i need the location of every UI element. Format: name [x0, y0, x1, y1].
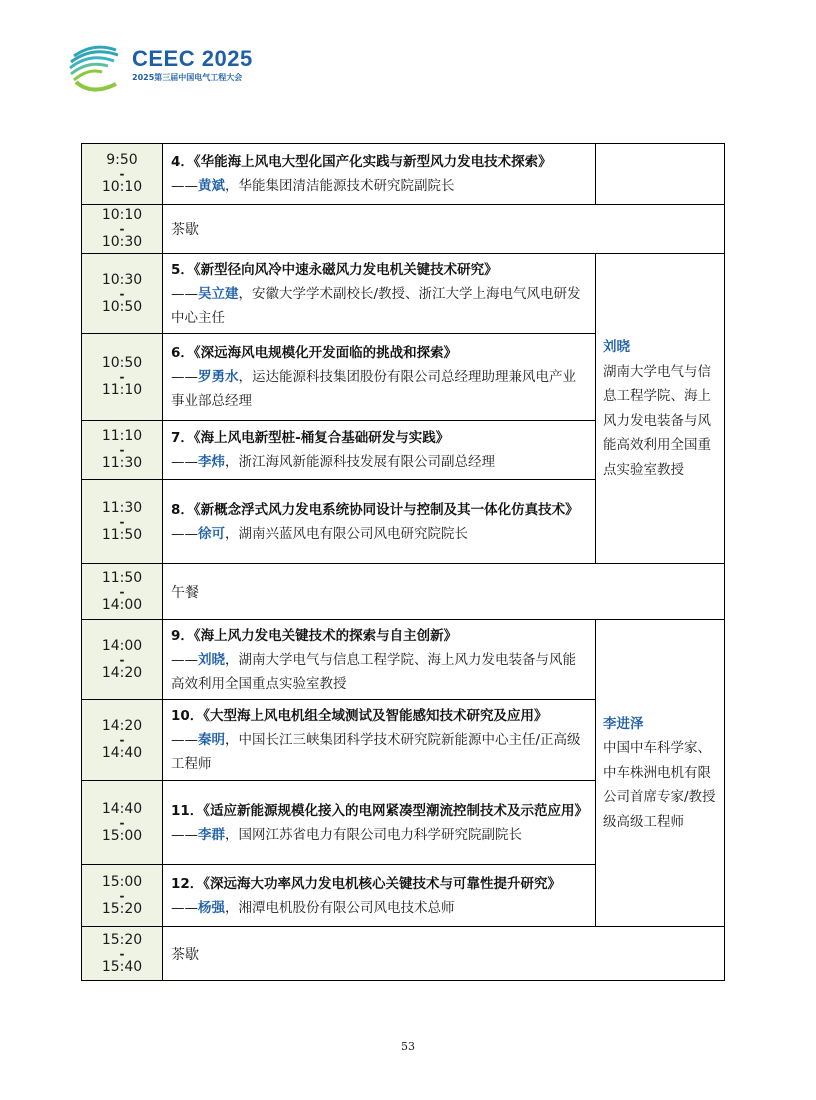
- speaker-affiliation: ，浙江海风新能源科技发展有限公司副总经理: [225, 454, 495, 470]
- time-end: 15:20: [101, 900, 143, 917]
- speaker-name: 秦明: [198, 732, 225, 748]
- speaker-dash: ——: [171, 651, 198, 668]
- time-end: 11:10: [101, 382, 143, 398]
- time-separator: -: [119, 733, 125, 747]
- logo-subtitle: 2025第三届中国电气工程大会: [132, 73, 243, 82]
- time-cell: [82, 334, 163, 421]
- speaker-affiliation: ，安徽大学学术副校长/教授、浙江大学上海电气风电研发中心主任: [171, 285, 581, 326]
- time-cell: [82, 480, 163, 564]
- talk-speaker-line: [171, 282, 589, 330]
- talk-speaker-line: [171, 728, 589, 776]
- speaker-name: 徐可: [198, 525, 225, 542]
- chair-name: 李进泽: [603, 715, 644, 732]
- time-cell: [82, 205, 163, 254]
- time-end: 15:00: [101, 827, 143, 844]
- speaker-affiliation: ，湖南兴蓝风电有限公司风电研究院院长: [225, 525, 468, 542]
- time-separator: -: [119, 652, 125, 667]
- ceec-logo-icon: [68, 40, 124, 92]
- time-separator: -: [119, 888, 125, 903]
- talk-title: 7．《海上风电新型桩-桶复合基础研发与实践》: [171, 430, 450, 446]
- speaker-affiliation: ，湘潭电机股份有限公司风电技术总师: [225, 899, 455, 916]
- speaker-dash: ——: [171, 826, 198, 843]
- session-chair-cell: [596, 254, 725, 564]
- talk-speaker-line: [171, 823, 589, 847]
- talk-title: 8．《新概念浮式风力发电系统协同设计与控制及其一体化仿真技术》: [171, 501, 579, 518]
- time-end: 11:50: [101, 526, 143, 543]
- time-cell: [82, 564, 163, 620]
- table-row: [82, 144, 725, 205]
- time-end: 10:10: [101, 179, 143, 195]
- time-separator: -: [119, 167, 125, 181]
- speaker-dash: ——: [171, 178, 198, 194]
- time-separator: -: [119, 286, 125, 301]
- agenda-table: [81, 143, 725, 981]
- time-end: 14:20: [101, 664, 143, 681]
- speaker-name: 李群: [198, 826, 225, 843]
- speaker-affiliation: ，湖南大学电气与信息工程学院、海上风力发电装备与风能高效利用全国重点实验室教授: [171, 651, 576, 692]
- speaker-name: 杨强: [198, 899, 225, 916]
- table-row: [82, 254, 725, 334]
- time-start: 11:30: [101, 499, 143, 516]
- time-end: 14:00: [101, 596, 143, 613]
- conference-logo: [68, 38, 258, 94]
- speaker-dash: ——: [171, 732, 198, 748]
- speaker-name: 李炜: [198, 454, 225, 470]
- time-cell: [82, 781, 163, 865]
- speaker-affiliation: ，运达能源科技集团股份有限公司总经理助理兼风电产业事业部总经理: [171, 369, 576, 409]
- talk-title: 10．《大型海上风电机组全域测试及智能感知技术研究及应用》: [171, 708, 548, 724]
- time-cell: [82, 927, 163, 981]
- time-cell: [82, 620, 163, 700]
- time-separator: -: [119, 514, 125, 529]
- page-number: 53: [401, 1040, 415, 1053]
- table-row: [82, 927, 725, 981]
- speaker-name: 吴立建: [198, 285, 239, 302]
- time-cell: [82, 700, 163, 781]
- break-cell: 午餐: [163, 564, 725, 620]
- talk-title: 11．《适应新能源规模化接入的电网紧凑型潮流控制技术及示范应用》: [171, 802, 589, 819]
- time-start: 15:00: [101, 873, 143, 890]
- time-end: 10:30: [101, 234, 143, 250]
- talk-cell: [163, 865, 596, 927]
- logo-title: CEEC 2025: [132, 46, 253, 71]
- time-separator: -: [119, 370, 125, 384]
- speaker-affiliation: ，国网江苏省电力有限公司电力科学研究院副院长: [225, 826, 522, 843]
- time-start: 10:50: [101, 355, 143, 371]
- speaker-name: 刘晓: [198, 651, 225, 668]
- time-cell: [82, 865, 163, 927]
- talk-speaker-line: [171, 174, 589, 198]
- talk-cell: [163, 144, 596, 205]
- time-end: 11:30: [101, 455, 143, 471]
- empty-chair-cell: [596, 144, 725, 205]
- time-start: 14:20: [101, 718, 143, 734]
- time-start: 14:40: [101, 800, 143, 817]
- speaker-name: 黄斌: [198, 178, 225, 194]
- time-start: 11:10: [101, 428, 143, 444]
- talk-cell: [163, 334, 596, 421]
- talk-speaker-line: [171, 450, 589, 474]
- talk-title: 5．《新型径向风冷中速永磁风力发电机关键技术研究》: [171, 261, 498, 278]
- talk-cell: [163, 421, 596, 480]
- time-start: 10:30: [101, 271, 143, 288]
- talk-speaker-line: [171, 365, 589, 413]
- talk-title: 12．《深远海大功率风力发电机核心关键技术与可靠性提升研究》: [171, 875, 562, 892]
- time-start: 11:50: [101, 569, 143, 586]
- time-end: 10:50: [101, 298, 143, 315]
- chair-role: 中国中车科学家、中车株洲电机有限公司首席专家/教授级高级工程师: [603, 740, 716, 830]
- time-end: 14:40: [101, 745, 143, 761]
- talk-speaker-line: [171, 522, 589, 546]
- speaker-affiliation: ，华能集团清洁能源技术研究院副院长: [225, 178, 455, 194]
- talk-title: 6．《深远海风电规模化开发面临的挑战和探索》: [171, 345, 458, 361]
- session-chair-cell: [596, 620, 725, 927]
- time-cell: [82, 254, 163, 334]
- speaker-name: 罗勇水: [198, 369, 239, 385]
- chair-name: 刘晓: [603, 339, 630, 355]
- time-start: 10:10: [101, 207, 143, 223]
- break-cell: 茶歇: [163, 927, 725, 981]
- time-start: 15:20: [101, 931, 143, 948]
- talk-cell: [163, 480, 596, 564]
- talk-speaker-line: [171, 648, 589, 696]
- talk-title: 9．《海上风力发电关键技术的探索与自主创新》: [171, 627, 458, 644]
- time-separator: -: [119, 443, 125, 457]
- chair-role: 湖南大学电气与信息工程学院、海上风力发电装备与风能高效利用全国重点实验室教授: [603, 363, 711, 478]
- speaker-dash: ——: [171, 285, 198, 302]
- speaker-dash: ——: [171, 525, 198, 542]
- speaker-dash: ——: [171, 899, 198, 916]
- time-separator: -: [119, 946, 125, 961]
- break-cell: 茶歇: [163, 205, 725, 254]
- time-cell: [82, 144, 163, 205]
- table-row: [82, 564, 725, 620]
- time-separator: -: [119, 584, 125, 599]
- talk-cell: [163, 254, 596, 334]
- time-cell: [82, 421, 163, 480]
- speaker-dash: ——: [171, 454, 198, 470]
- speaker-affiliation: ，中国长江三峡集团科学技术研究院新能源中心主任/正高级工程师: [171, 732, 581, 772]
- time-separator: -: [119, 815, 125, 830]
- talk-cell: [163, 781, 596, 865]
- time-start: 14:00: [101, 637, 143, 654]
- talk-speaker-line: [171, 896, 589, 920]
- table-row: [82, 620, 725, 700]
- talk-title: 4．《华能海上风电大型化国产化实践与新型风力发电技术探索》: [171, 154, 552, 170]
- talk-cell: [163, 620, 596, 700]
- table-row: [82, 205, 725, 254]
- time-end: 15:40: [101, 958, 143, 975]
- time-separator: -: [119, 222, 125, 236]
- time-start: 9:50: [106, 152, 138, 168]
- talk-cell: [163, 700, 596, 781]
- speaker-dash: ——: [171, 369, 198, 385]
